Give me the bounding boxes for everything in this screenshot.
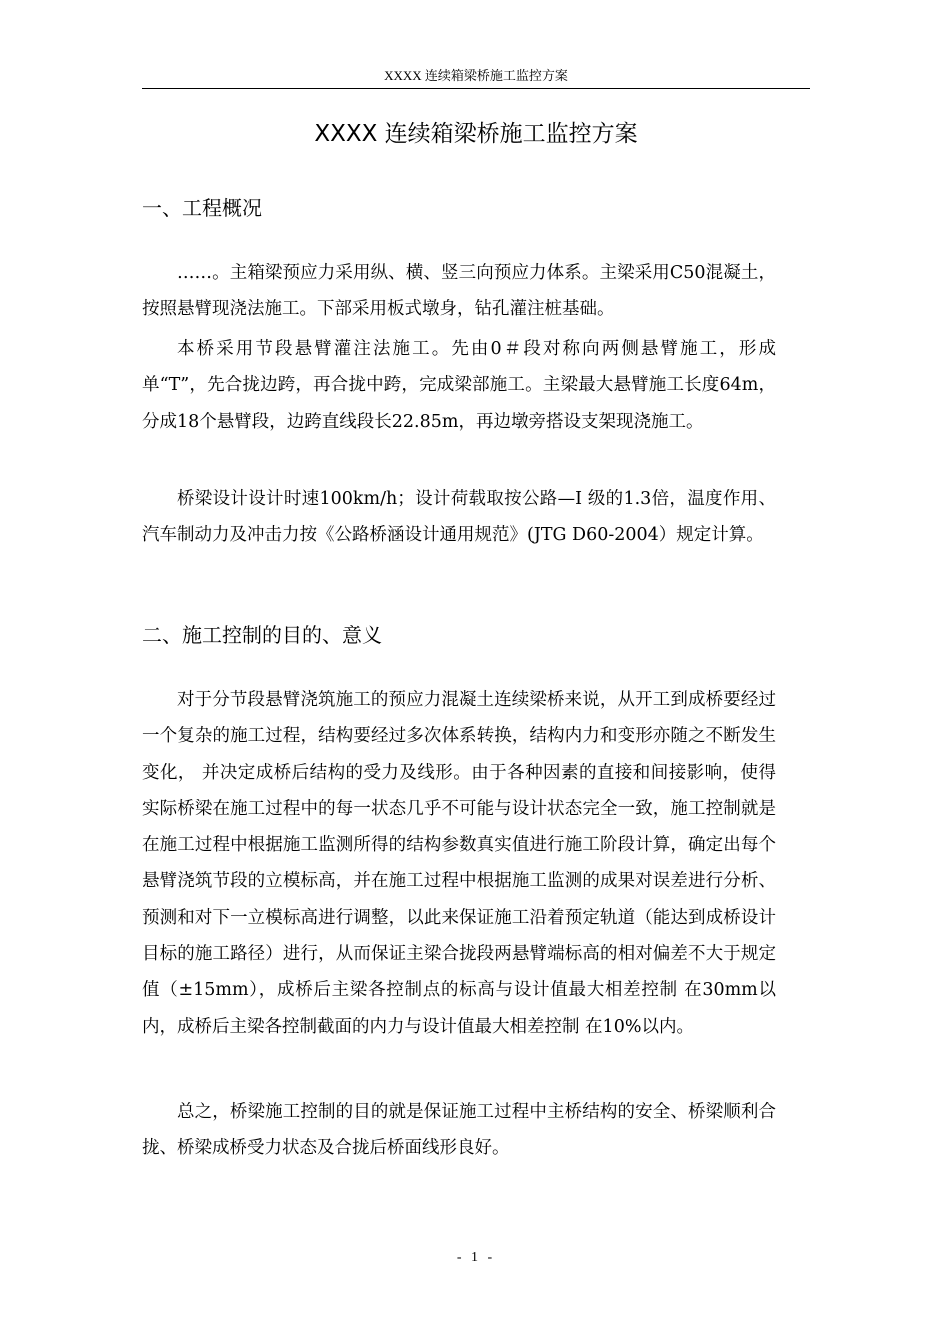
section-heading-overview: 一、工程概况: [142, 196, 262, 220]
overview-paragraph-1: ……。主箱梁预应力采用纵、横、竖三向预应力体系。主梁采用C50混凝土，按照悬臂现浇法施工。下部采用板式墩身，钻孔灌注桩基础。: [142, 263, 776, 320]
overview-paragraph-2: 本桥采用节段悬臂灌注法施工。先由0＃段对称向两侧悬臂施工，形成单“T”，先合拢边跨，再合拢中跨，完成梁部施工。主梁最大悬臂施工长度64m，分成18个悬臂段，边跨直线段长22.85m，再边墩旁搭设支架现浇施工。: [142, 339, 776, 432]
header-rule: [142, 88, 810, 89]
page-number: - 1 -: [456, 1250, 496, 1265]
section-heading-purpose: 二、施工控制的目的、意义: [142, 623, 382, 647]
running-header: XXXX 连续箱梁桥施工监控方案: [384, 68, 568, 83]
overview-paragraph-3: 桥梁设计设计时速100km/h；设计荷载取按公路—I 级的1.3倍，温度作用、汽车制动力及冲击力按《公路桥涵设计通用规范》(JTG D60-2004）规定计算。: [142, 489, 776, 546]
document-title: XXXX 连续箱梁桥施工监控方案: [314, 121, 638, 147]
purpose-paragraph-2: 总之，桥梁施工控制的目的就是保证施工过程中主桥结构的安全、桥梁顺利合拢、桥梁成桥受力状态及合拢后桥面线形良好。: [142, 1102, 776, 1159]
purpose-paragraph-1: 对于分节段悬臂浇筑施工的预应力混凝土连续梁桥来说，从开工到成桥要经过一个复杂的施工过程，结构要经过多次体系转换，结构内力和变形亦随之不断发生变化， 并决定成桥后结构的受力及线形。由于各种因素的直接和间接影响，使得实际桥梁在施工过程中的每一状态几乎不可能与设计状态完全一致，施工控制就是在施工过程中根据施工监测所得的结构参数真实值进行施工阶段计算，确定出每个悬臂浇筑节段的立模标高，并在施工过程中根据施工监测的成果对误差进行分析、预测和对下一立模标高进行调整，以此来保证施工沿着预定轨道（能达到成桥设计目标的施工路径）进行，从而保证主梁合拢段两悬臂端标高的相对偏差不大于规定值（±15mm），成桥后主梁各控制点的标高与设计值最大相差控制 在30mm以内，成桥后主梁各控制截面的内力与设计值最大相差控制 在10%以内。: [142, 690, 776, 1037]
